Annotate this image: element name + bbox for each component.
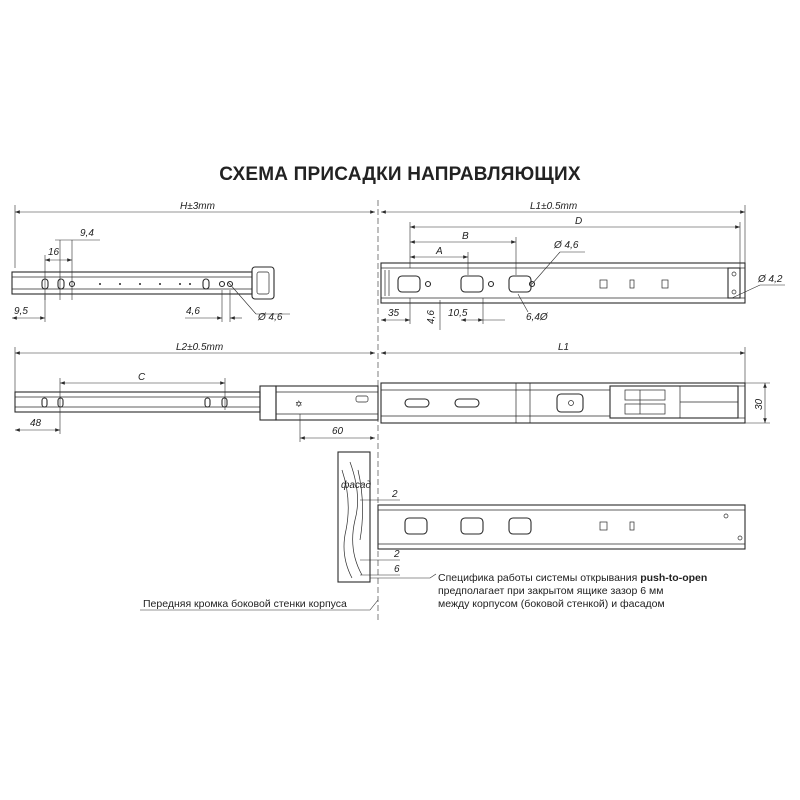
cabinet-member-bottom	[378, 505, 745, 549]
cabinet-member-top	[381, 263, 745, 303]
dim-10-5	[448, 298, 505, 324]
dim-b-label: B	[462, 231, 469, 242]
facade-label: фасад	[341, 480, 372, 491]
dim-16-label: 16	[48, 247, 60, 258]
dim-dia-4-6-left	[228, 282, 290, 323]
facade-panel	[338, 452, 371, 582]
dim-4-6-top	[185, 290, 242, 322]
dim-9-5-label: 9,5	[14, 306, 28, 317]
dim-4-6-vert-label: 4,6	[426, 310, 437, 324]
dim-a	[410, 246, 468, 275]
edge-label: Передняя кромка боковой стенки корпуса	[143, 598, 347, 610]
dim-10-5-label: 10,5	[448, 308, 468, 319]
dim-a-label: A	[436, 246, 443, 257]
dim-2-top-label: 2	[392, 489, 398, 500]
dim-d-label: D	[575, 216, 583, 227]
dim-2-bottom-label: 2	[394, 549, 400, 560]
dim-35	[381, 298, 410, 324]
dim-6	[360, 564, 400, 575]
dim-48	[15, 410, 60, 434]
dim-9-5	[12, 295, 45, 322]
dim-l2	[15, 342, 375, 395]
note-line1-prefix: Специфика работы системы открывания	[438, 572, 641, 584]
dim-h-label: H±3mm	[180, 201, 215, 212]
dim-48-label: 48	[30, 418, 42, 429]
dim-35-label: 35	[388, 308, 400, 319]
dim-l1-tol	[381, 201, 745, 270]
dim-dia-4-6-right-label: Ø 4,6	[554, 240, 579, 251]
dim-l1	[381, 342, 745, 385]
dim-16	[45, 247, 72, 300]
dim-h	[15, 201, 375, 268]
dim-2-bottom	[360, 549, 400, 560]
dim-4-6-top-label: 4,6	[186, 306, 200, 317]
dim-6-label: 6	[394, 564, 400, 575]
dim-30	[745, 383, 770, 423]
dim-6-4-label: 6,4Ø	[526, 312, 548, 323]
runner-left-top	[12, 267, 274, 299]
dim-c	[60, 372, 225, 410]
dim-4-6-vert	[426, 300, 440, 330]
dim-l1-label: L1	[558, 342, 570, 353]
dim-dia-4-6-left-label: Ø 4,6	[258, 312, 283, 323]
dim-dia-4-2-label: Ø 4,2	[758, 274, 783, 285]
note-line3: между корпусом (боковой стенкой) и фасадом	[438, 598, 665, 610]
dim-9-4-label: 9,4	[80, 228, 94, 239]
dim-l1-tol-label: L1±0.5mm	[530, 201, 578, 212]
dim-60-label: 60	[332, 426, 344, 437]
cabinet-member-middle	[381, 383, 745, 423]
dim-60	[300, 414, 375, 442]
dim-30-label: 30	[754, 398, 765, 410]
push-to-open-note	[438, 572, 707, 611]
svg-text:✡: ✡	[295, 399, 303, 409]
runner-left-middle	[15, 386, 378, 420]
dim-dia-4-6-right	[532, 240, 585, 284]
note-line2: предполагает при закрытом ящике зазор 6 мм	[438, 585, 664, 597]
dim-c-label: C	[138, 372, 146, 383]
diagram-title: СХЕМА ПРИСАДКИ НАПРАВЛЯЮЩИХ	[219, 164, 581, 185]
note-line1-bold: push-to-open	[640, 572, 708, 584]
dim-l2-label: L2±0.5mm	[176, 342, 224, 353]
dim-b	[410, 231, 516, 275]
